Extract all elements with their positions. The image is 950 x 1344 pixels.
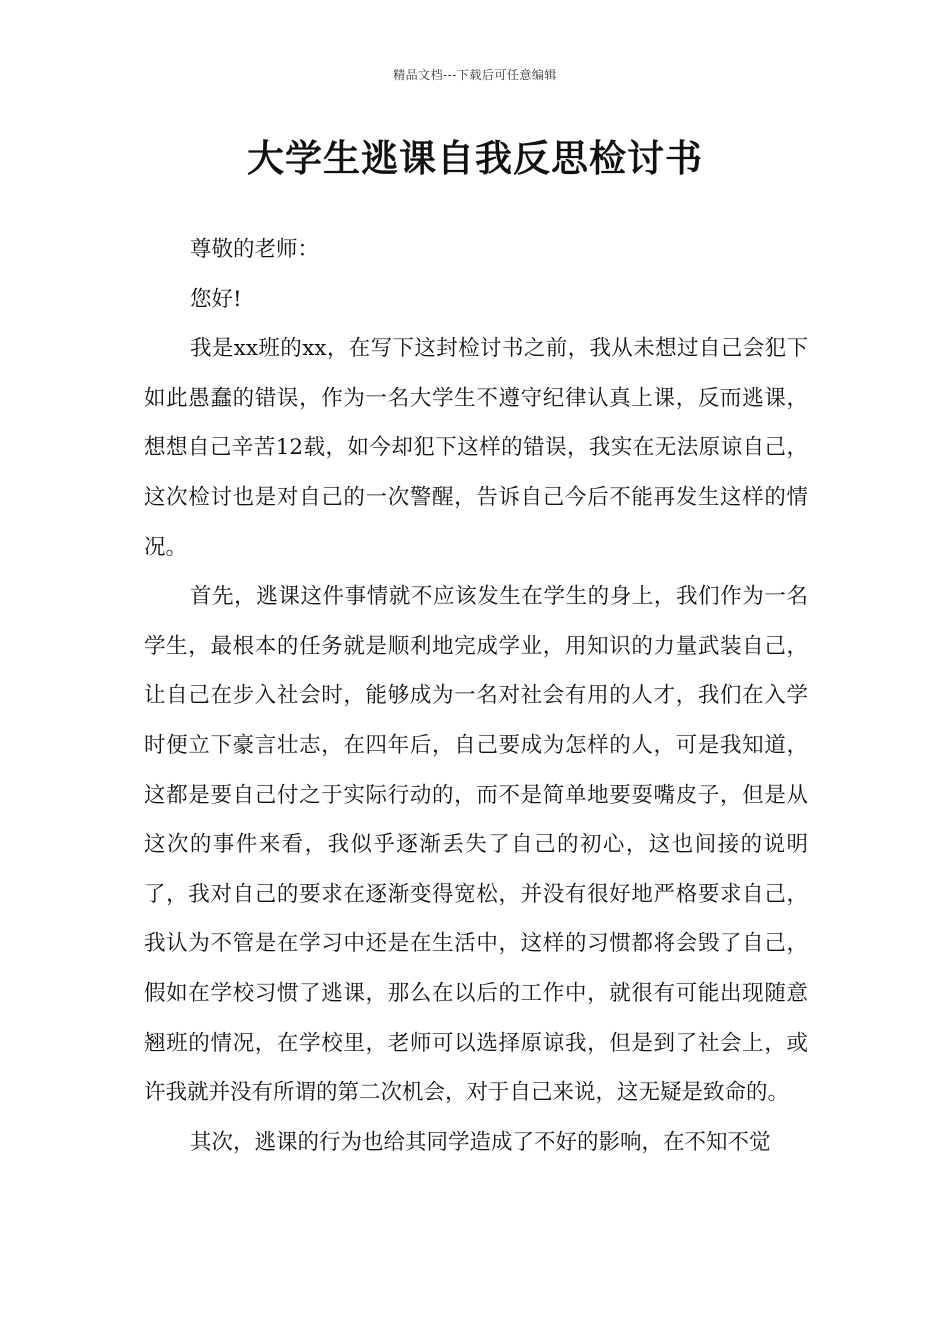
document-body xyxy=(144,225,808,1167)
header-note: 精品文档---下载后可任意编辑 xyxy=(393,68,557,82)
paragraph-2: 首先，逃课这件事情就不应该发生在学生的身上，我们作为一名学生，最根本的任务就是顺利地完成学业，用知识的力量武装自己，让自己在步入社会时，能够成为一名对社会有用的人才，我们在入学时便立下豪言壮志，在四年后，自己要成为怎样的人，可是我知道，这都是要自己付之于实际行动的，而不是简单地要耍嘴皮子，但是从这次的事件来看，我似乎逐渐丢失了自己的初心，这也间接的说明了，我对自己的要求在逐渐变得宽松，并没有很好地严格要求自己，我认为不管是在学习中还是在生活中，这样的习惯都将会毁了自己，假如在学校习惯了逃课，那么在以后的工作中，就很有可能出现随意翘班的情况，在学校里，老师可以选择原谅我，但是到了社会上，或许我就并没有所谓的第二次机会，对于自己来说，这无疑是致命的。 xyxy=(144,584,808,1106)
paragraph-1: 我是xx班的xx，在写下这封检讨书之前，我从未想过自己会犯下如此愚蠢的错误，作为一名大学生不遵守纪律认真上课，反而逃课，想想自己辛苦12载，如今却犯下这样的错误，我实在无法原谅自己，这次检讨也是对自己的一次警醒，告诉自己今后不能再发生这样的情况。 xyxy=(144,336,808,560)
document-title: 大学生逃课自我反思检讨书 xyxy=(247,137,703,180)
salutation: 尊敬的老师： xyxy=(190,237,320,262)
greeting: 您好! xyxy=(190,286,242,312)
paragraph-3: 其次，逃课的行为也给其同学造成了不好的影响，在不知不觉 xyxy=(190,1129,771,1155)
